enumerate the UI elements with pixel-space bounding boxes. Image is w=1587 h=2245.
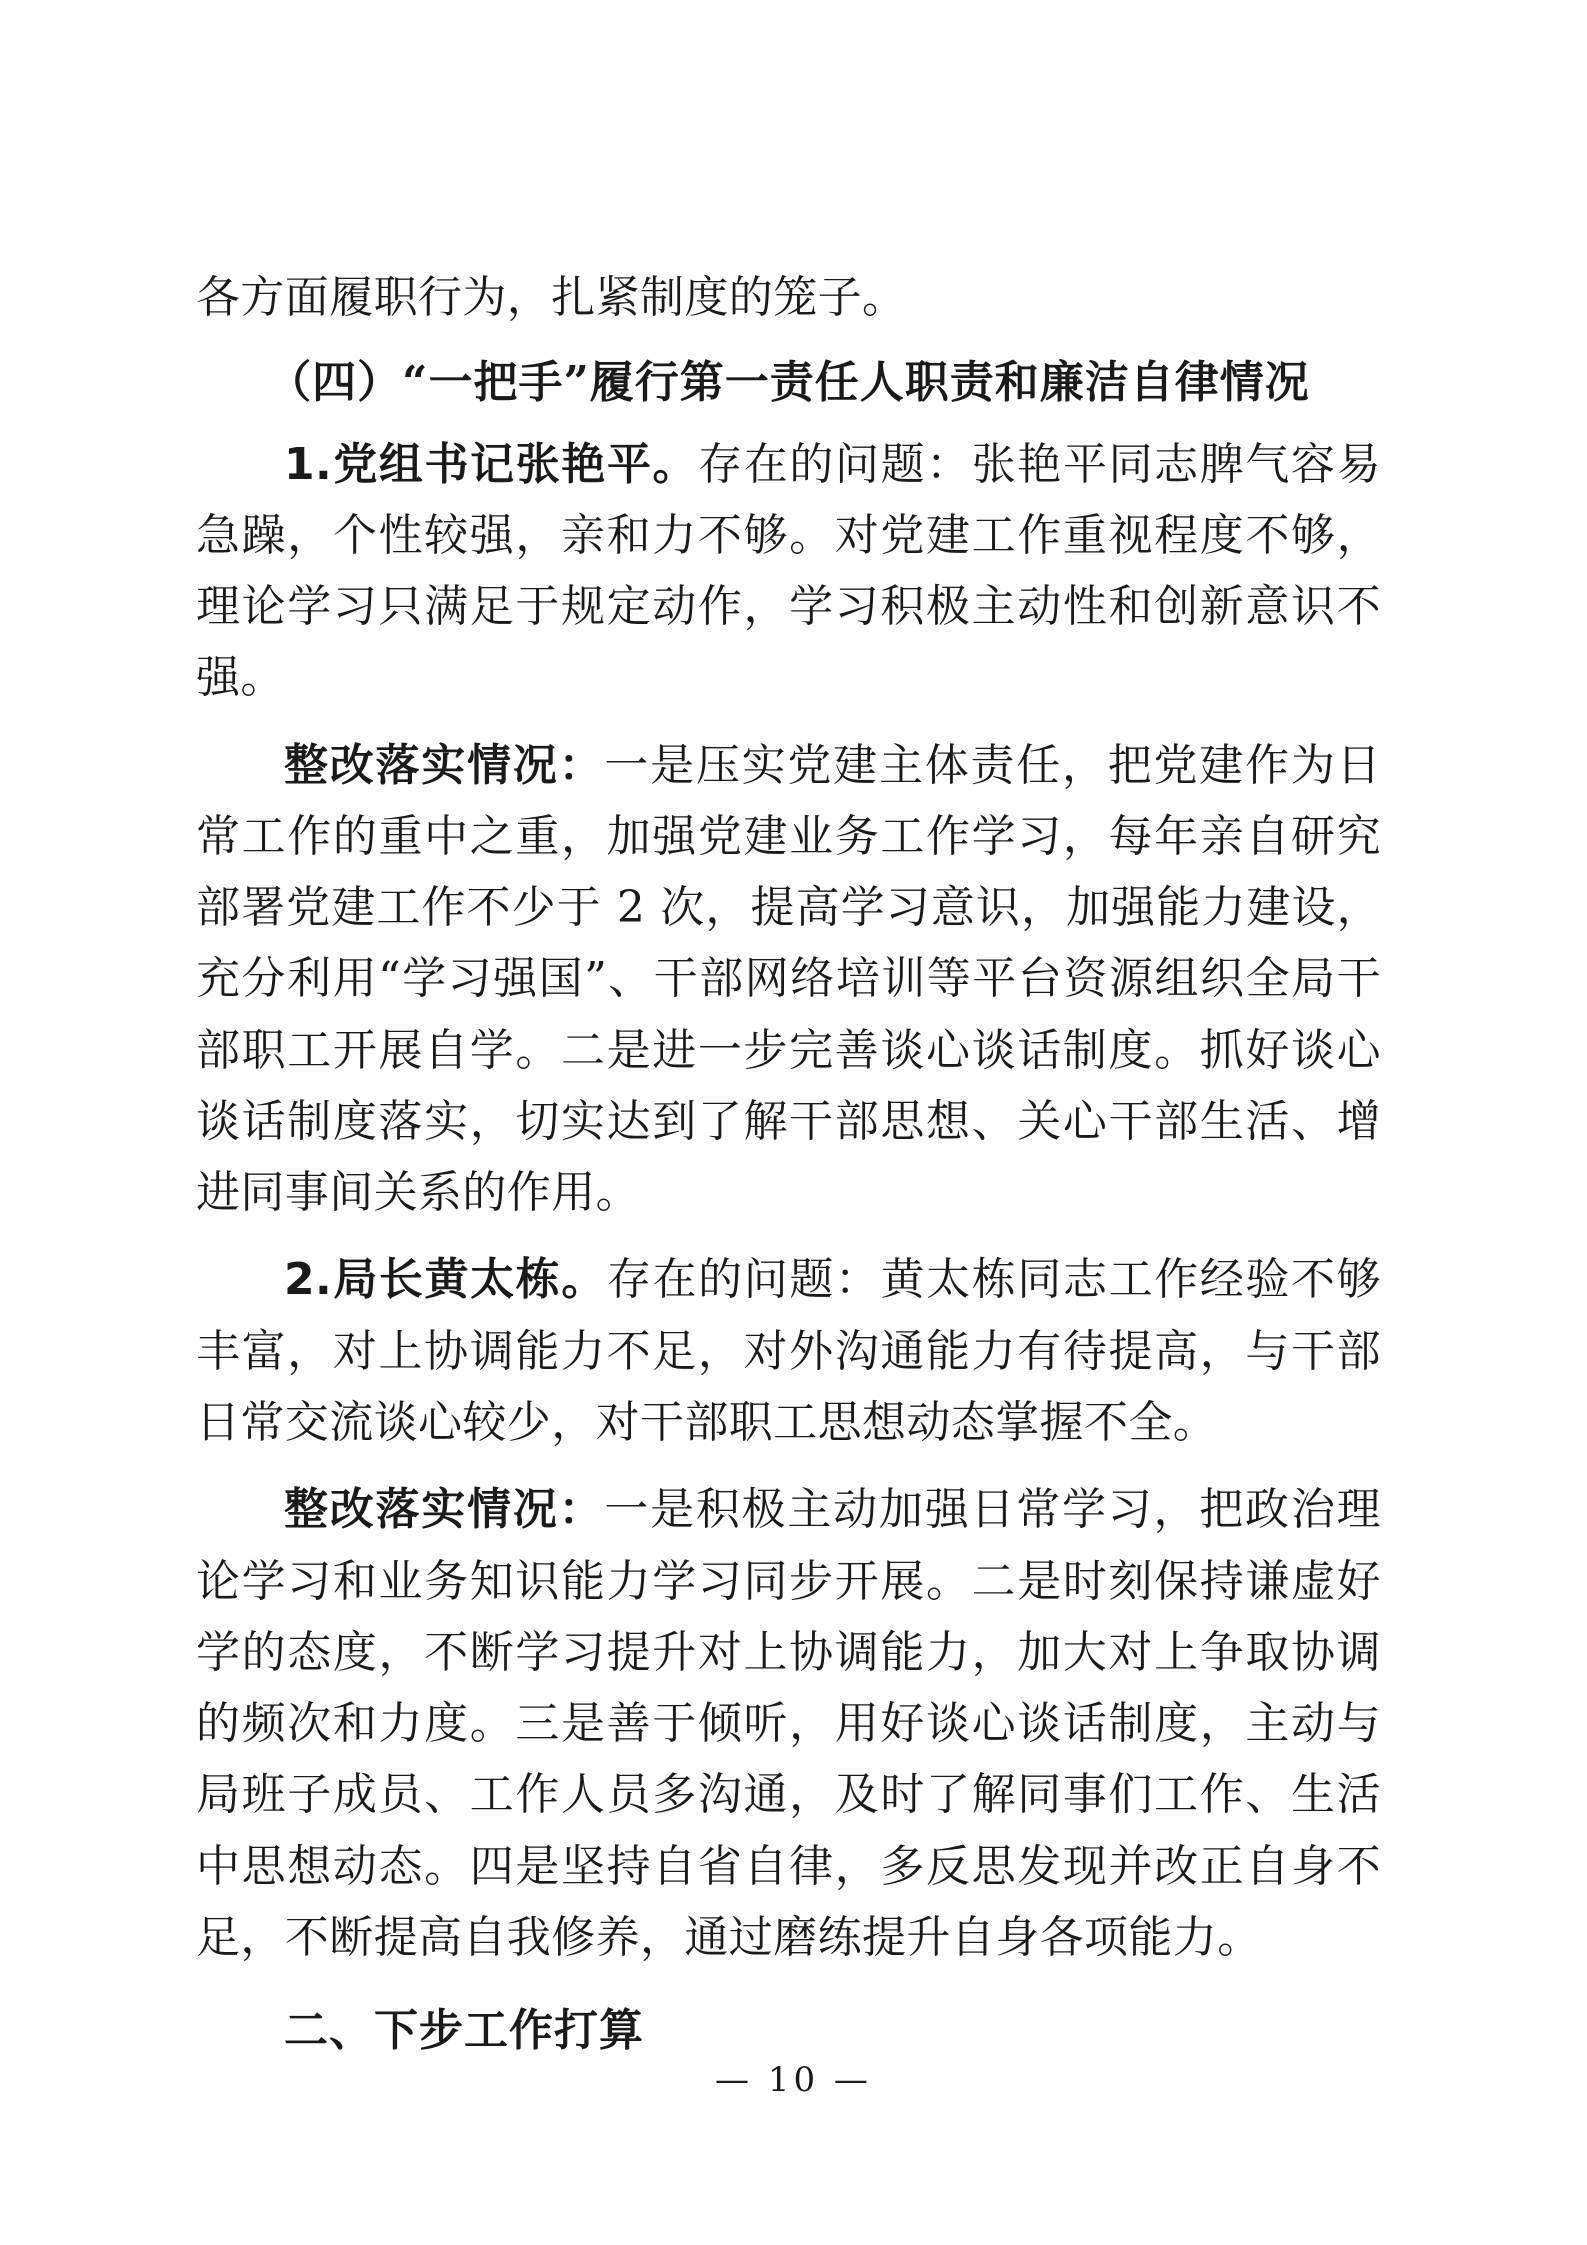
- paragraph-item-1-rectification: [196, 730, 1381, 1229]
- item-2-problem-text: 存在的问题：黄太栋同志工作经验不够丰富，对上协调能力不足，对外沟通能力有待提高，与干部日常交流谈心较少，对干部职工思想动态掌握不全。: [196, 1254, 1381, 1448]
- item-2-rectification-lead: 整改落实情况：: [284, 1484, 605, 1536]
- item-1-rectification-text: 一是压实党建主体责任，把党建作为日常工作的重中之重，加强党建业务工作学习，每年亲自研究部署党建工作不少于 2 次，提高学习意识，加强能力建设，充分利用“学习强国”、干部网络培训等平台资源组织全局干部职工开展自学。二是进一步完善谈心谈话制度。抓好谈心谈话制度落实，切实达到了解干部思想、关心干部生活、增进同事间关系的作用。: [196, 739, 1381, 1219]
- section-heading-two: 二、下步工作打算: [284, 2005, 644, 2057]
- item-2-rectification-text: 一是积极主动加强日常学习，把政治理论学习和业务知识能力学习同步开展。二是时刻保持谦虚好学的态度，不断学习提升对上协调能力，加大对上争取协调的频次和力度。三是善于倾听，用好谈心谈话制度，主动与局班子成员、工作人员多沟通，及时了解同事们工作、生活中思想动态。四是坚持自省自律，多反思发现并改正自身不足，不断提高自我修养，通过磨练提升自身各项能力。: [196, 1484, 1381, 1963]
- document-body: [196, 262, 1381, 2066]
- item-1-lead: 1.党组书记张艳平。: [284, 438, 699, 490]
- paragraph-item-2-rectification: [196, 1474, 1381, 1973]
- paragraph-item-1-problem: [196, 429, 1381, 714]
- paragraph-item-2-problem: [196, 1244, 1381, 1458]
- item-1-rectification-lead: 整改落实情况：: [284, 739, 605, 791]
- section-heading-four: （四）“一把手”履行第一责任人职责和廉洁自律情况: [267, 357, 1310, 409]
- item-2-lead: 2.局长黄太栋。: [284, 1254, 607, 1306]
- paragraph-continuation: 各方面履职行为，扎紧制度的笼子。: [196, 272, 907, 323]
- item-1-problem-text: 存在的问题：张艳平同志脾气容易急躁，个性较强，亲和力不够。对党建工作重视程度不够，理论学习只满足于规定动作，学习积极主动性和创新意识不强。: [196, 438, 1381, 704]
- page-number: — 10 —: [715, 2060, 872, 2100]
